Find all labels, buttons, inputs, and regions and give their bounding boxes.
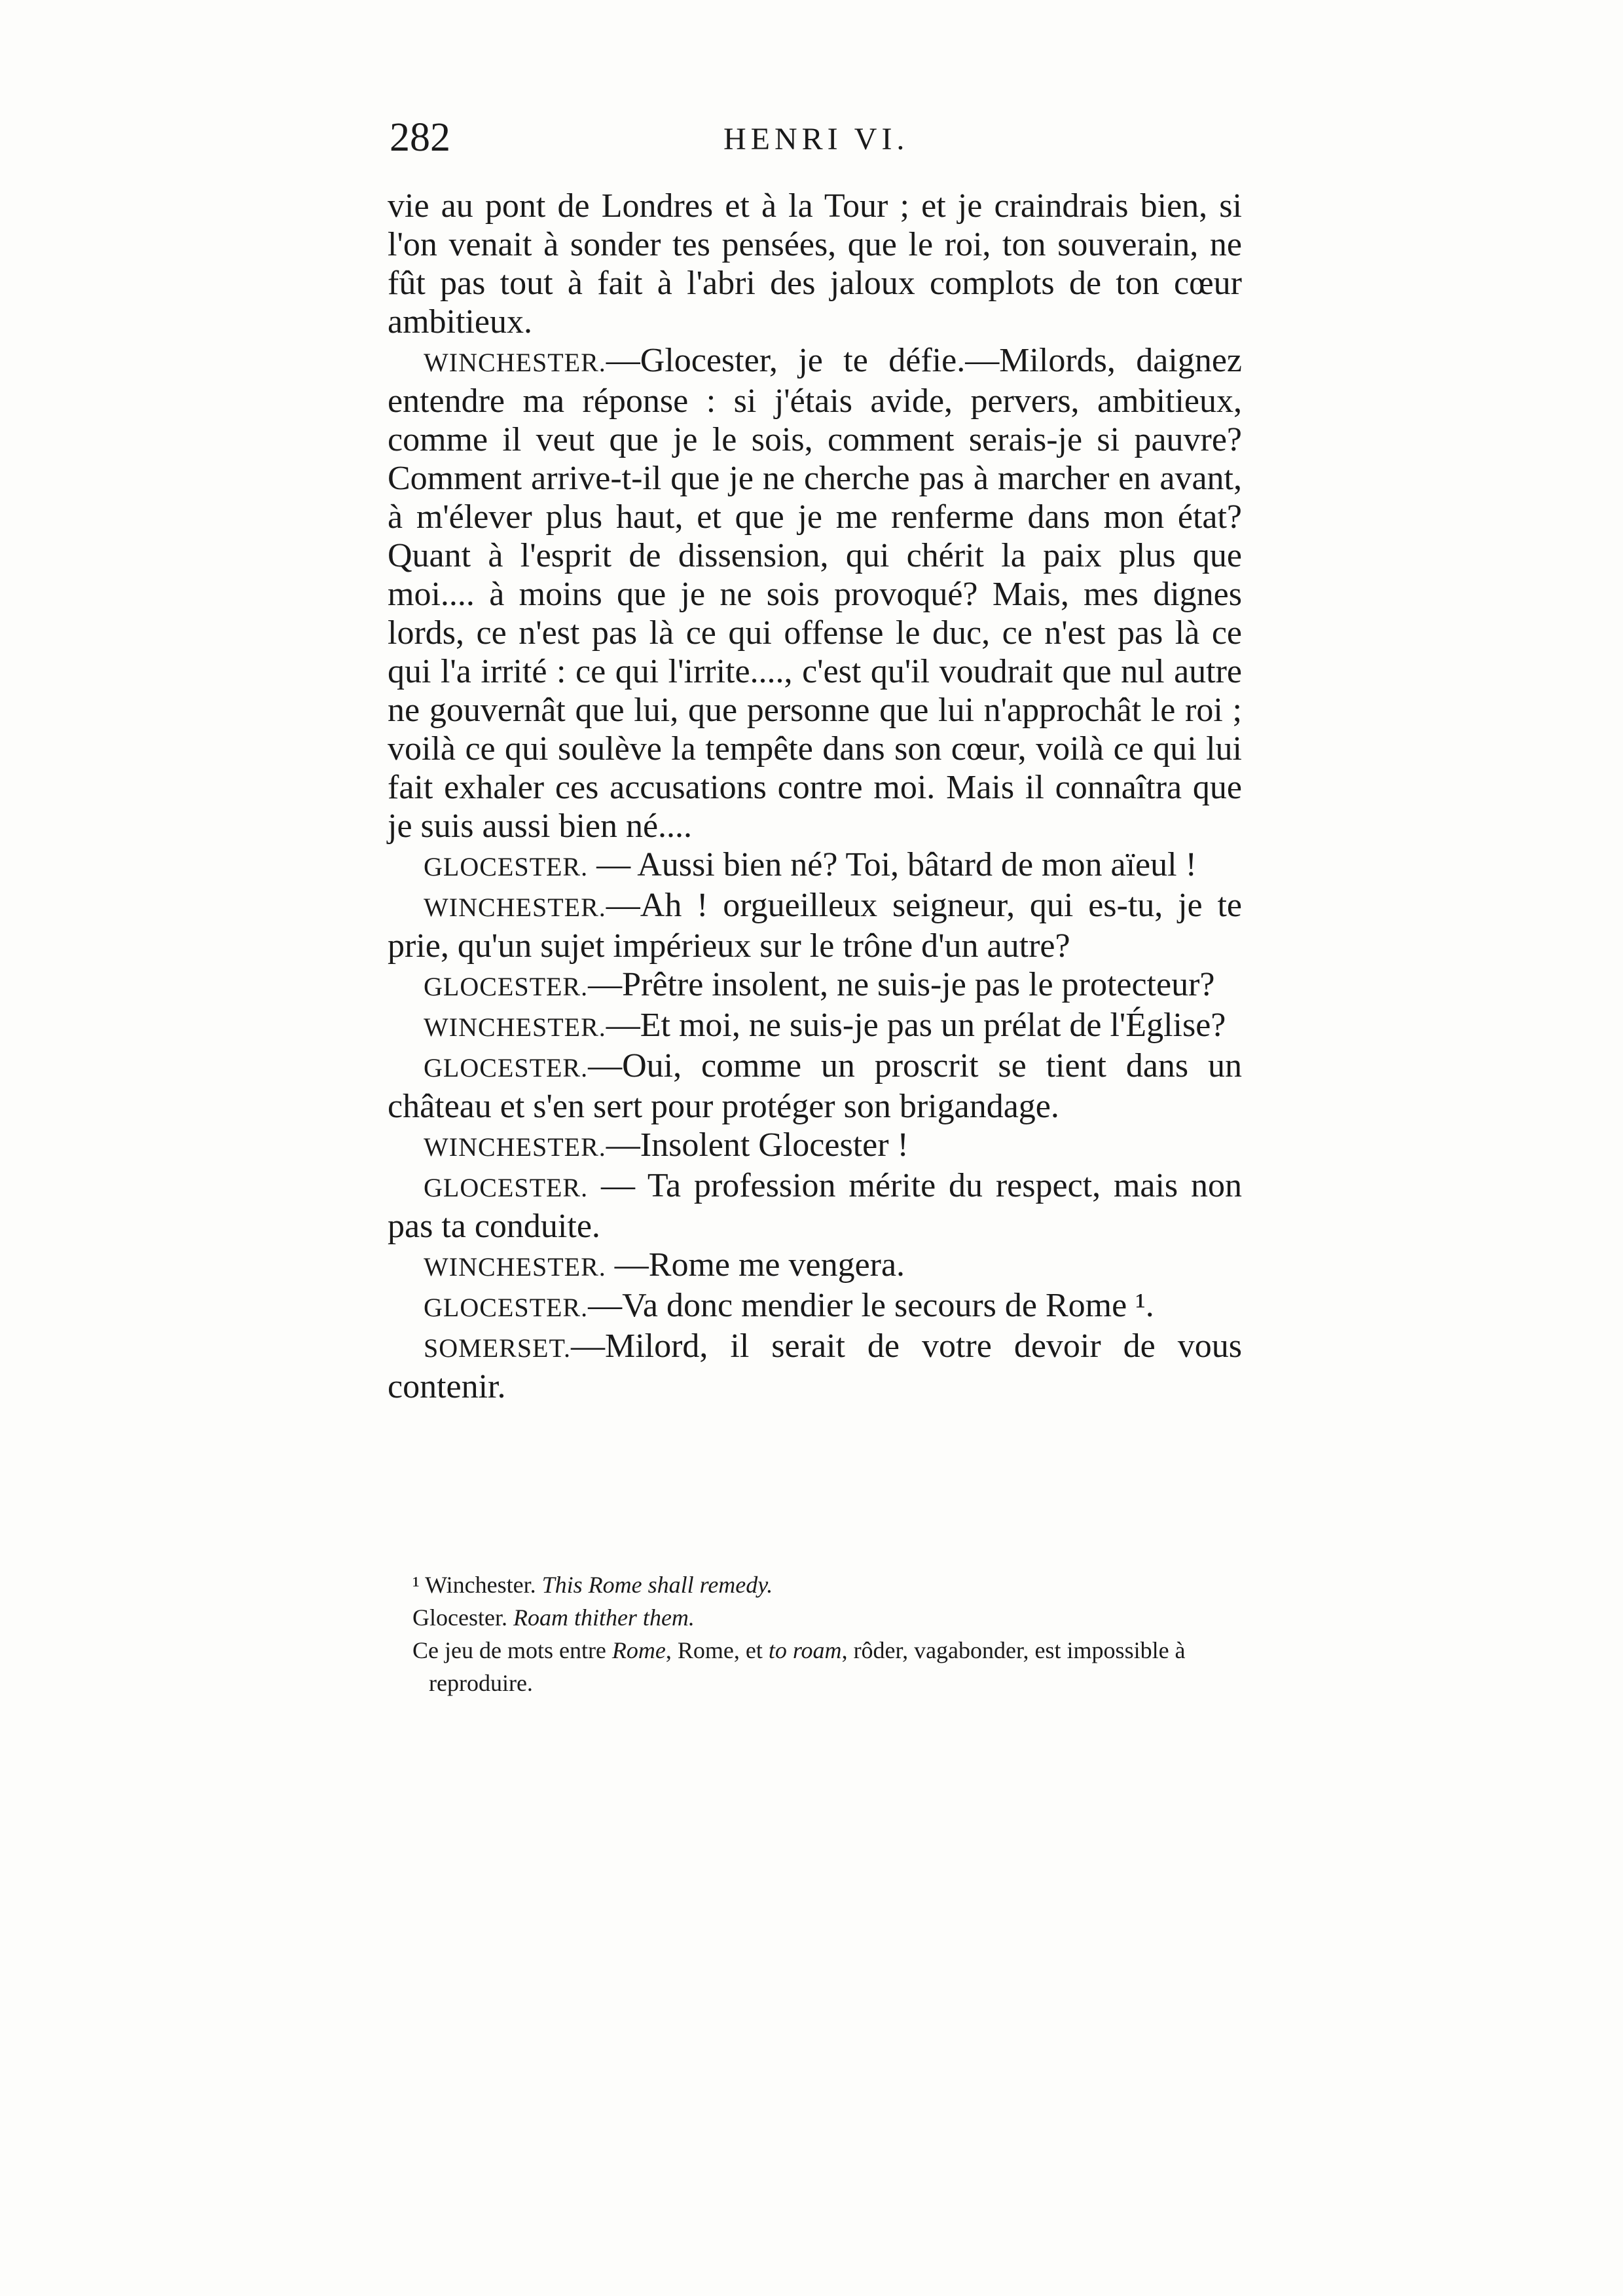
- speaker-name: SOMERSET.: [424, 1333, 571, 1363]
- footnote-text: , Rome, et: [665, 1637, 769, 1663]
- speech-winchester-5: [388, 1246, 1242, 1286]
- speech-text: —Glocester, je te défie.—Milords, daignez entendre ma réponse : si j'étais avide, pervers, ambitieux, comme il veut que je le sois, comment serais-je si pauvre? Comment arrive-t-il que je ne cherche pas à marcher en avant, à m'élever plus haut, et que je me renferme dans mon état? Quant à l'esprit de dissension, qui chérit la paix plus que moi.... à moins que je ne sois provoqué? Mais, mes dignes lords, ce n'est pas là ce qui offense le duc, ce n'est pas là ce qui l'a irrité : ce qui l'irrite...., c'est qu'il voudrait que nul autre ne gouvernât que lui, que personne que lui n'approchât le roi ; voilà ce qui soulève la tempête dans son cœur, voilà ce qui lui fait exhaler ces accusations contre moi. Mais il connaîtra que je suis aussi bien né....: [388, 342, 1242, 845]
- speaker-name: WINCHESTER.: [424, 1012, 606, 1042]
- play-text: [388, 187, 1242, 1406]
- footnote-italic: to roam: [768, 1637, 842, 1663]
- footnote-line-2: [412, 1601, 1241, 1634]
- speech-glocester-2: [388, 965, 1242, 1006]
- speech-glocester-5: [388, 1286, 1242, 1327]
- speaker-name: GLOCESTER.: [424, 972, 589, 1001]
- footnote-text: Ce jeu de mots entre: [412, 1637, 612, 1663]
- speech-winchester-3: [388, 1006, 1242, 1046]
- speaker-name: WINCHESTER.: [424, 1252, 606, 1282]
- speech-somerset-1: [388, 1327, 1242, 1406]
- footnotes: [412, 1568, 1241, 1699]
- page-header: [390, 115, 1241, 174]
- speaker-name: GLOCESTER.: [424, 1293, 589, 1322]
- running-title: HENRI VI.: [723, 122, 909, 157]
- speech-winchester-4: [388, 1126, 1242, 1166]
- speech-text: —Ah ! orgueilleux seigneur, qui es-tu, je te prie, qu'un sujet impérieux sur le trône d'un autre?: [388, 887, 1242, 965]
- speech-text: —Rome me vengera.: [606, 1246, 905, 1284]
- page-number: 282: [390, 115, 450, 160]
- speech-text: —Et moi, ne suis-je pas un prélat de l'Église?: [606, 1007, 1226, 1044]
- footnote-quote: This Rome shall remedy.: [541, 1572, 773, 1598]
- speech-text: — Ta profession mérite du respect, mais non pas ta conduite.: [388, 1167, 1242, 1245]
- speech-winchester-1: [388, 341, 1242, 845]
- speaker-name: GLOCESTER.: [424, 852, 589, 881]
- footnote-line-1: [412, 1568, 1241, 1601]
- speaker-name: GLOCESTER.: [424, 1173, 589, 1202]
- speech-text: —Va donc mendier le secours de Rome ¹.: [588, 1287, 1154, 1324]
- speech-text: —Milord, il serait de votre devoir de vous contenir.: [388, 1327, 1242, 1405]
- speech-text: —Oui, comme un proscrit se tient dans un château et s'en sert pour protéger son brigandage.: [388, 1047, 1242, 1125]
- speaker-name: WINCHESTER.: [424, 893, 606, 922]
- speaker-name: WINCHESTER.: [424, 1132, 606, 1162]
- speech-glocester-1: [388, 845, 1242, 886]
- footnote-speaker: Glocester.: [412, 1604, 513, 1631]
- footnote-line-3: [412, 1634, 1241, 1699]
- speaker-name: WINCHESTER.: [424, 348, 606, 377]
- footnote-quote: Roam thither them.: [513, 1604, 695, 1631]
- footnote-text: , rôder, vagabonder, est impossible à reproduire.: [429, 1637, 1186, 1696]
- opening-paragraph: vie au pont de Londres et à la Tour ; et je craindrais bien, si l'on venait à sonder tes pensées, que le roi, ton souverain, ne fût pas tout à fait à l'abri des jaloux complots de ton cœur ambitieux.: [388, 187, 1242, 341]
- speech-text: — Aussi bien né? Toi, bâtard de mon aïeul !: [588, 846, 1197, 883]
- speech-text: —Insolent Glocester !: [606, 1126, 909, 1164]
- speech-glocester-4: [388, 1166, 1242, 1246]
- speech-text: —Prêtre insolent, ne suis-je pas le protecteur?: [588, 966, 1215, 1003]
- speaker-name: GLOCESTER.: [424, 1053, 589, 1083]
- speech-winchester-2: [388, 886, 1242, 965]
- footnote-speaker: ¹ Winchester.: [412, 1572, 542, 1598]
- footnote-italic: Rome: [611, 1637, 666, 1663]
- speech-glocester-3: [388, 1046, 1242, 1126]
